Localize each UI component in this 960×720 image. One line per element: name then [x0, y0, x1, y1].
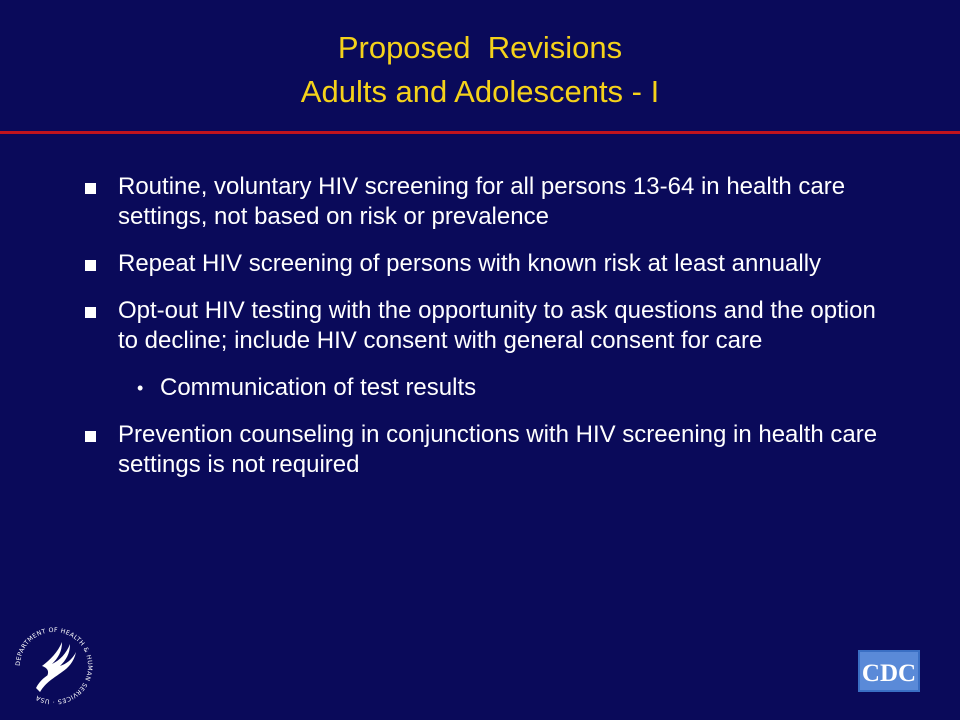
bullet-text: Opt-out HIV testing with the opportunity to ask questions and the option to decline; include HIV consent with general consent for care: [118, 297, 876, 354]
bullet-text: Repeat HIV screening of persons with known risk at least annually: [118, 250, 822, 277]
square-bullet-icon: [85, 431, 96, 442]
dot-bullet-icon: •: [137, 378, 144, 398]
sub-bullet-item: [84, 373, 884, 403]
square-bullet-icon: [85, 183, 96, 194]
bullet-item: [84, 172, 884, 232]
square-bullet-icon: [85, 307, 96, 318]
title-line-2: Adults and Adolescents - I: [300, 74, 660, 109]
sub-bullet-text: Communication of test results: [160, 374, 477, 401]
cdc-logo-text: CDC: [861, 660, 917, 687]
bullet-text: Prevention counseling in conjunctions with HIV screening in health care settings is not required: [118, 421, 878, 478]
bullet-item: [84, 420, 884, 480]
slide-title: [0, 26, 960, 114]
title-divider: [0, 131, 960, 134]
square-bullet-icon: [85, 260, 96, 271]
title-line-1: Proposed Revisions: [337, 30, 623, 65]
cdc-logo: [858, 650, 920, 692]
bullet-item: [84, 296, 884, 356]
bullet-text: Routine, voluntary HIV screening for all persons 13-64 in health care settings, not based on risk or prevalence: [118, 173, 846, 230]
bullet-list: [84, 172, 884, 497]
bullet-item: [84, 249, 884, 279]
seal-text: DEPARTMENT OF HEALTH & HUMAN SERVICES · USA: [14, 626, 94, 706]
hhs-seal-logo: [10, 622, 98, 710]
